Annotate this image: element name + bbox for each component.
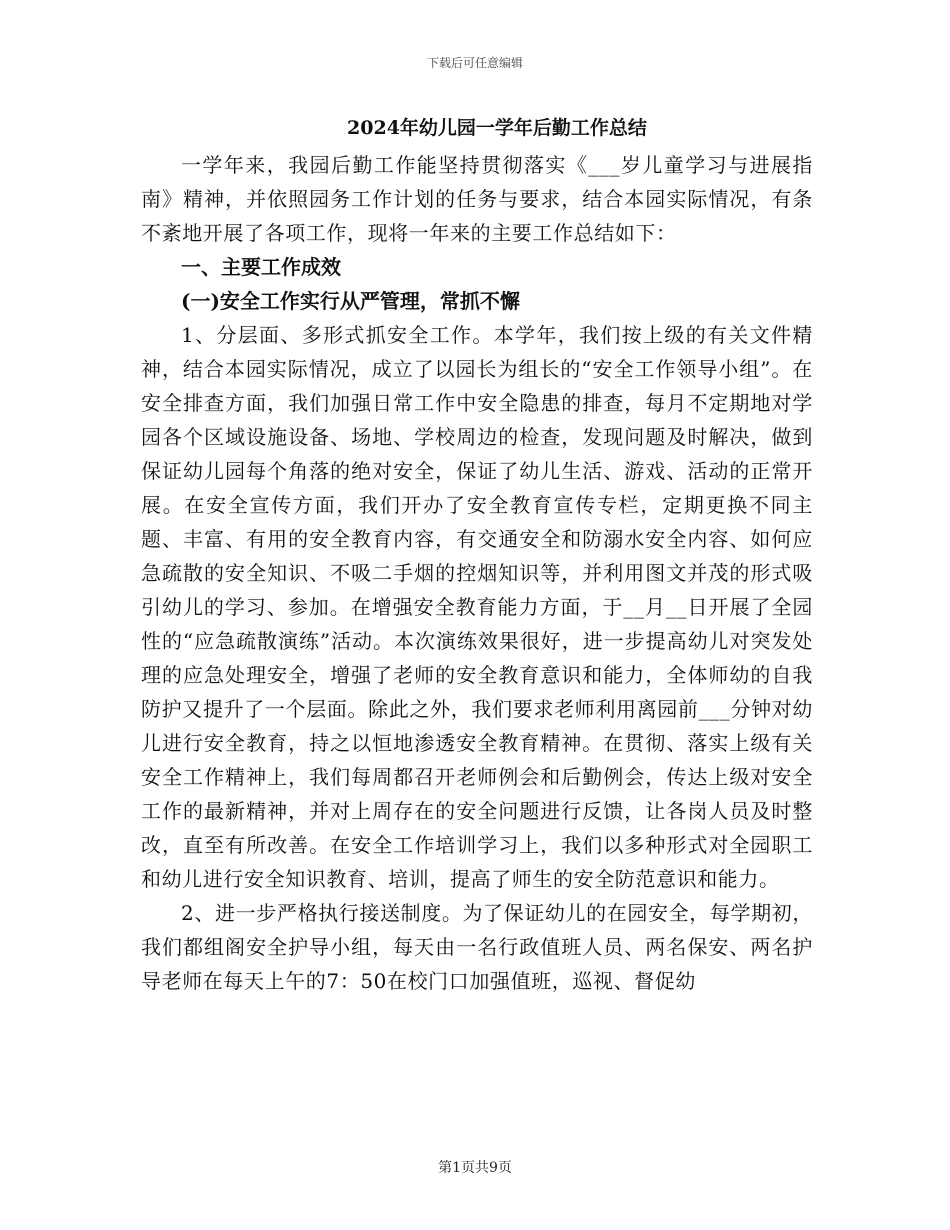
page-number: 第1页共9页 [438,1160,512,1176]
document-body [141,113,813,998]
section-heading-main-results: 一、主要工作成效 [181,255,341,279]
document-title: 2024年幼儿园一学年后勤工作总结 [347,117,647,139]
page-header-note: 下载后可任意编辑 [426,56,523,70]
intro-paragraph: 一学年来，我园后勤工作能坚持贯彻落实《___岁儿童学习与进展指南》精神，并依照园务工作计划的任务与要求，结合本园实际情况，有条不紊地开展了各项工作，现将一年来的主要工作总结如下： [141,153,813,245]
paragraph-pickup-system: 2、进一步严格执行接送制度。为了保证幼儿的在园安全，每学期初，我们都组阁安全护导小组，每天由一名行政值班人员、两名保安、两名护导老师在每天上午的7：50在校门口加强值班，巡视、督促幼 [141,901,813,993]
subsection-heading-safety: (一)安全工作实行从严管理，常抓不懈 [181,289,520,313]
paragraph-safety-work: 1、分层面、多形式抓安全工作。本学年，我们按上级的有关文件精神，结合本园实际情况，成立了以园长为组长的“安全工作领导小组”。在安全排查方面，我们加强日常工作中安全隐患的排查，每月不定期地对学园各个区域设施设备、场地、学校周边的检查，发现问题及时解决，做到保证幼儿园每个角落的绝对安全，保证了幼儿生活、游戏、活动的正常开展。在安全宣传方面，我们开办了安全教育宣传专栏，定期更换不同主题、丰富、有用的安全教育内容，有交通安全和防溺水安全内容、如何应急疏散的安全知识、不吸二手烟的控烟知识等，并利用图文并茂的形式吸引幼儿的学习、参加。在增强安全教育能力方面，于__月__日开展了全园性的“应急疏散演练”活动。本次演练效果很好，进一步提高幼儿对突发处理的应急处理安全，增强了老师的安全教育意识和能力，全体师幼的自我防护又提升了一个层面。除此之外，我们要求老师利用离园前___分钟对幼儿进行安全教育，持之以恒地渗透安全教育精神。在贯彻、落实上级有关安全工作精神上，我们每周都召开老师例会和后勤例会，传达上级对安全工作的最新精神，并对上周存在的安全问题进行反馈，让各岗人员及时整改，直至有所改善。在安全工作培训学习上，我们以多种形式对全园职工和幼儿进行安全知识教育、培训，提高了师生的安全防范意识和能力。 [141,323,813,891]
